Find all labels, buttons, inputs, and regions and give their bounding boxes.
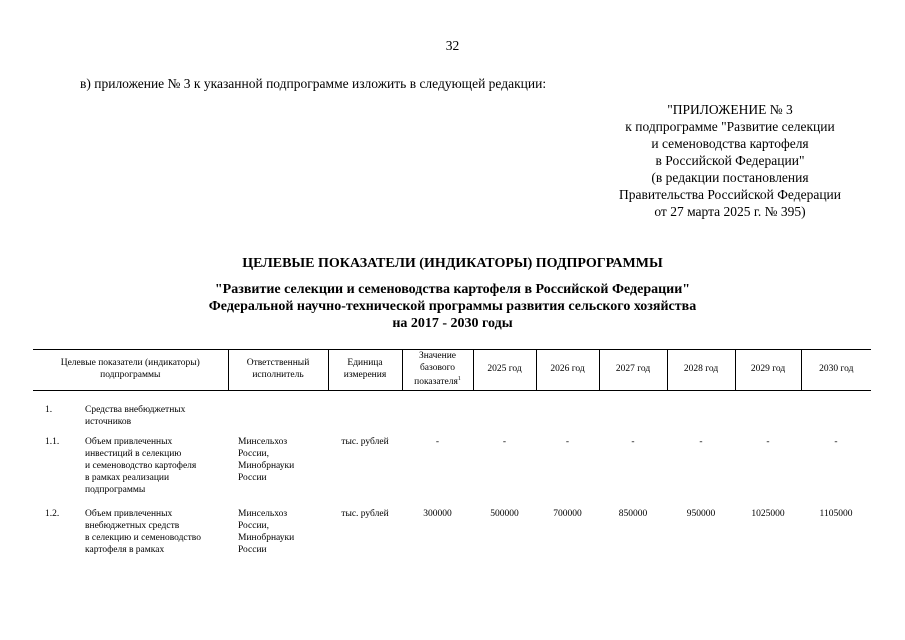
indicator-cell: 1.2. Объем привлеченных внебюджетных средств в селекцию и семеноводство картофеля в рамках	[45, 509, 201, 556]
indicators-table	[33, 349, 871, 568]
page-number: 32	[445, 38, 460, 53]
intro-paragraph: в) приложение № 3 к указанной подпрограмме изложить в следующей редакции:	[80, 76, 547, 91]
header-2029: 2029 год	[735, 350, 801, 391]
value-cell: -	[699, 437, 703, 448]
responsible-cell: Минсельхоз России, Минобрнауки России	[238, 509, 295, 556]
document-subtitle	[0, 281, 905, 332]
subtitle-line: "Развитие селекции и семеноводства картофеля в Российской Федерации"	[214, 282, 691, 297]
responsible-cell: Минсельхоз России, Минобрнауки России	[238, 437, 295, 484]
subtitle-line: на 2017 - 2030 годы	[392, 316, 513, 331]
unit-cell: тыс. рублей	[341, 437, 389, 448]
unit-cell: тыс. рублей	[341, 509, 389, 520]
header-base-value: Значение базового показателя$^1$	[402, 350, 473, 391]
footnote-marker: 1	[457, 376, 461, 382]
appendix-line: от 27 марта 2025 г. № 395)	[654, 204, 806, 219]
header-2028: 2028 год	[667, 350, 735, 391]
value-cell: 1105000	[819, 509, 853, 520]
table-row	[33, 436, 871, 508]
subtitle-line: Федеральной научно-технической программы развития сельского хозяйства	[208, 299, 697, 314]
appendix-header	[585, 101, 875, 220]
header-2030: 2030 год	[801, 350, 871, 391]
header-responsible: Ответственный исполнитель	[228, 350, 328, 391]
header-2025: 2025 год	[473, 350, 536, 391]
value-cell: 950000	[686, 509, 716, 520]
header-2026: 2026 год	[536, 350, 599, 391]
value-cell: 1025000	[751, 509, 785, 520]
header-unit: Единица измерения	[328, 350, 402, 391]
value-cell: 500000	[490, 509, 519, 520]
value-cell: -	[631, 437, 635, 448]
value-cell: -	[834, 437, 838, 448]
value-cell: -	[766, 437, 770, 448]
document-title: ЦЕЛЕВЫЕ ПОКАЗАТЕЛИ (ИНДИКАТОРЫ) ПОДПРОГРАММЫ	[242, 256, 663, 271]
header-2027: 2027 год	[599, 350, 667, 391]
table-row	[33, 404, 871, 436]
table-header-row	[33, 350, 871, 391]
value-cell: -	[502, 437, 507, 448]
value-cell: -	[565, 437, 570, 448]
value-cell: 300000	[423, 509, 452, 520]
appendix-line: "ПРИЛОЖЕНИЕ № 3	[667, 102, 793, 117]
indicator-cell: 1. Средства внебюджетных источников	[45, 405, 186, 428]
appendix-line: к подпрограмме "Развитие селекции	[625, 119, 835, 134]
value-cell: 850000	[618, 509, 648, 520]
appendix-line: в Российской Федерации"	[655, 153, 805, 168]
value-cell: -	[435, 437, 440, 448]
value-cell: 700000	[553, 509, 582, 520]
appendix-line: Правительства Российской Федерации	[619, 187, 841, 202]
header-indicator: Целевые показатели (индикаторы) подпрограммы	[33, 350, 228, 391]
appendix-line: (в редакции постановления	[651, 170, 809, 185]
table-row	[33, 508, 871, 568]
indicator-cell: 1.1. Объем привлеченных инвестиций в селекцию и семеноводство картофеля в рамках реализации подпрограммы	[45, 437, 197, 496]
appendix-line: и семеноводства картофеля	[651, 136, 809, 151]
